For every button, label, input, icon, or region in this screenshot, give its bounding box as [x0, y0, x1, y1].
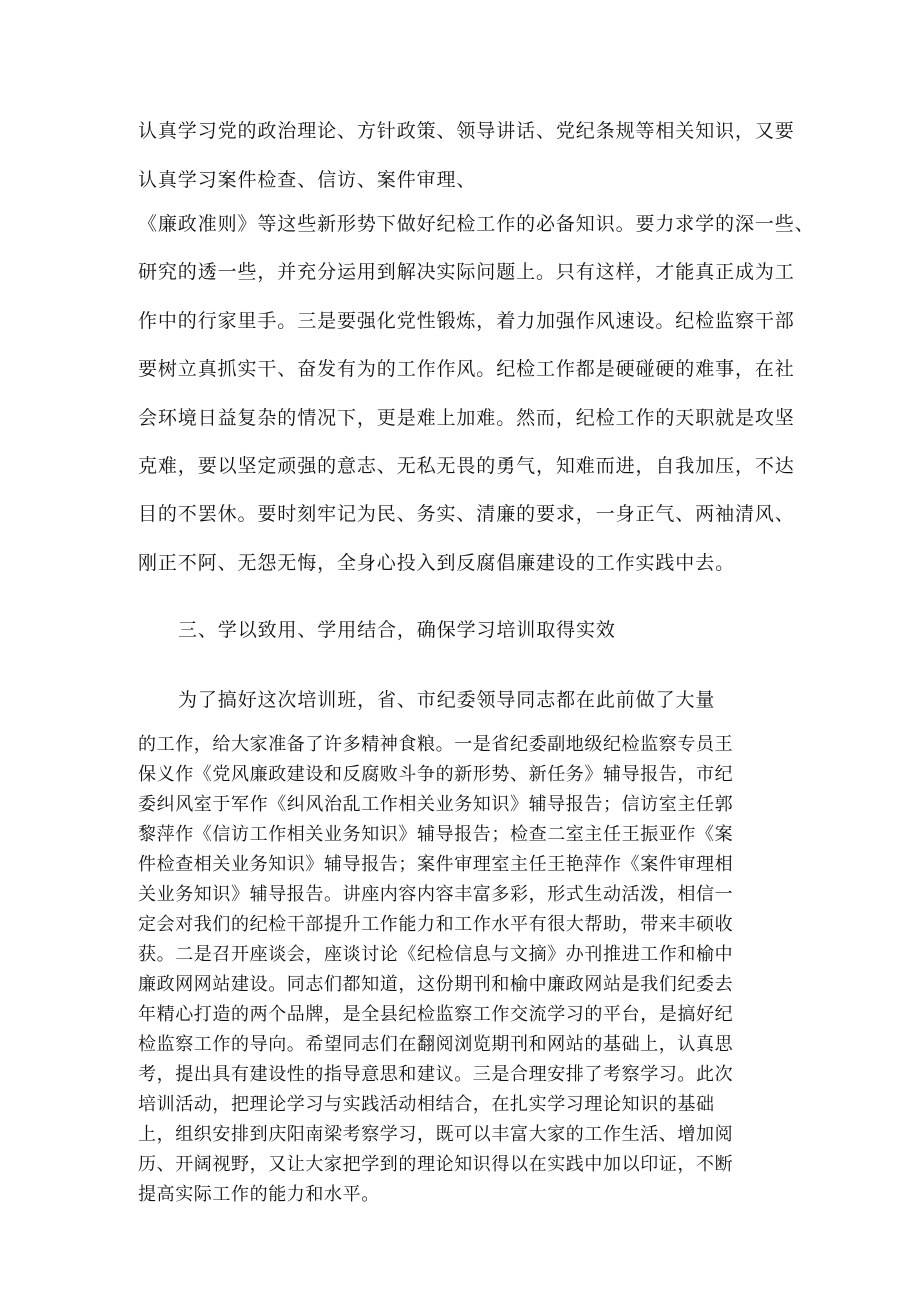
paragraph-line: 黎萍作《信访工作相关业务知识》辅导报告；检查二室主任王振亚作《案: [138, 824, 734, 845]
paragraph-line: 提高实际工作的能力和水平。: [138, 1184, 380, 1205]
paragraph-line: 培训活动，把理论学习与实践活动相结合，在扎实学习理论知识的基础: [138, 1094, 715, 1115]
paragraph-line: 定会对我们的纪检干部提升工作能力和工作水平有很大帮助，带来丰硕收: [138, 914, 734, 935]
paragraph-line: 历、开阔视野，又让大家把学到的理论知识得以在实践中加以印证，不断: [138, 1154, 734, 1175]
paragraph-line: 年精心打造的两个品牌，是全县纪检监察工作交流学习的平台，是搞好纪: [138, 1004, 734, 1025]
paragraph-line: 委纠风室于军作《纠风治乱工作相关业务知识》辅导报告；信访室主任郭: [138, 794, 734, 815]
paragraph-line: 获。二是召开座谈会，座谈讨论《纪检信息与文摘》办刊推进工作和榆中: [138, 944, 734, 965]
paragraph-line: 认真学习党的政治理论、方针政策、领导讲话、党纪条规等相关知识，又要: [138, 120, 795, 142]
section-heading: 三、学以致用、学用结合，确保学习培训取得实效: [178, 619, 616, 641]
paragraph-line: 要树立真抓实干、奋发有为的工作作风。纪检工作都是硬碰硬的难事，在社: [138, 358, 795, 380]
paragraph-line: 会环境日益复杂的情况下，更是难上加难。然而，纪检工作的天职就是攻坚: [138, 407, 795, 429]
paragraph-line: 的工作，给大家准备了许多精神食粮。一是省纪委副地级纪检监察专员王: [138, 734, 734, 755]
paragraph-line: 上，组织安排到庆阳南梁考察学习，既可以丰富大家的工作生活、增加阅: [138, 1124, 734, 1145]
paragraph-line: 作中的行家里手。三是要强化党性锻炼，着力加强作风速设。纪检监察干部: [138, 310, 795, 332]
paragraph-intro-line: 为了搞好这次培训班，省、市纪委领导同志都在此前做了大量: [178, 689, 716, 711]
paragraph-line: 关业务知识》辅导报告。讲座内容内容丰富多彩，形式生动活泼，相信一: [138, 884, 734, 905]
paragraph-line: 认真学习案件检查、信访、案件审理、: [138, 169, 477, 191]
paragraph-line: 廉政网网站建设。同志们都知道，这份期刊和榆中廉政网站是我们纪委去: [138, 974, 734, 995]
paragraph-line: 《廉政准则》等这些新形势下做好纪检工作的必备知识。要力求学的深一些、: [138, 213, 815, 235]
paragraph-line: 保义作《党风廉政建设和反腐败斗争的新形势、新任务》辅导报告，市纪: [138, 764, 734, 785]
paragraph-line: 研究的透一些，并充分运用到解决实际问题上。只有这样，才能真正成为工: [138, 261, 795, 283]
paragraph-line: 考，提出具有建设性的指导意思和建议。三是合理安排了考察学习。此次: [138, 1064, 734, 1085]
paragraph-line: 目的不罢休。要时刻牢记为民、务实、清廉的要求，一身正气、两袖清风、: [138, 503, 795, 525]
paragraph-line: 检监察工作的导向。希望同志们在翻阅浏览期刊和网站的基础上，认真思: [138, 1034, 734, 1055]
paragraph-line: 刚正不阿、无怨无悔，全身心投入到反腐倡廉建设的工作实践中去。: [138, 552, 736, 574]
paragraph-line: 克难，要以坚定顽强的意志、无私无畏的勇气，知难而进，自我加压，不达: [138, 455, 795, 477]
paragraph-line: 件检查相关业务知识》辅导报告；案件审理室主任王艳萍作《案件审理相: [138, 854, 734, 875]
